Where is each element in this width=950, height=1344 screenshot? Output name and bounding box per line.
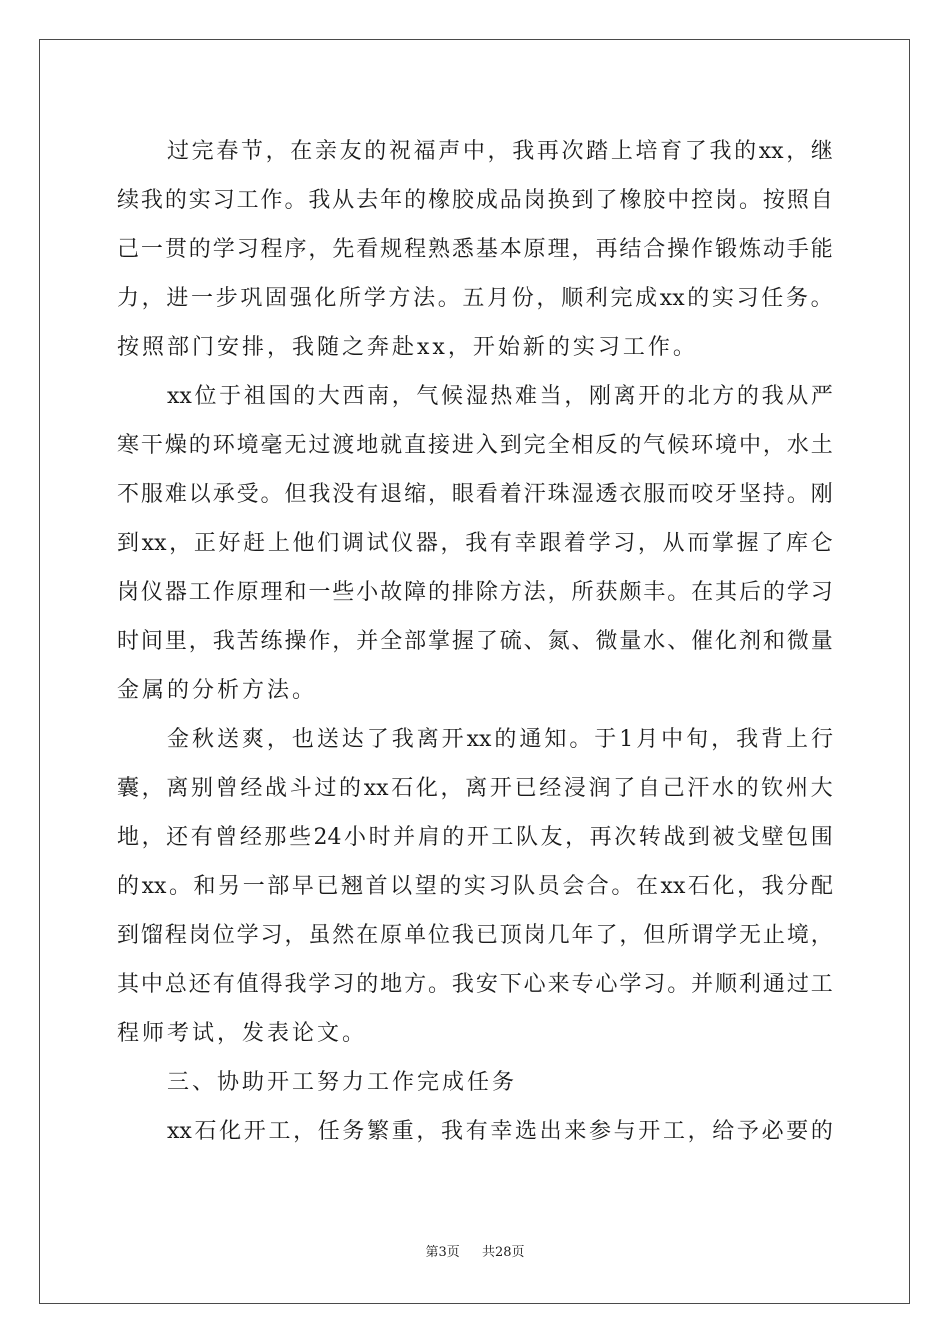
text-line: 岗 仪 器 工 作 原 理 和 一 些 小 故 障 的 排 除 方 法 ， 所 获 颇 丰 。 在 其 后 的 学 习	[117, 580, 833, 605]
text-line: 到 xx ， 正 好 赶 上 他 们 调 试 仪 器 ， 我 有 幸 跟 着 学 习 ， 从 而 掌 握 了 库 仑	[117, 531, 833, 556]
text-line: 续 我 的 实 习 工 作 。 我 从 去 年 的 橡 胶 成 品 岗 换 到 了 橡 胶 中 控 岗 。 按 照 自	[117, 188, 833, 213]
text-line: 到 馏 程 岗 位 学 习 ， 虽 然 在 原 单 位 我 已 顶 岗 几 年 了 ， 但 所 谓 学 无 止 境 ，	[117, 923, 833, 948]
text-line: xx 石 化 开 工 ， 任 务 繁 重 ， 我 有 幸 选 出 来 参 与 开 工 ， 给 予 必 要 的	[167, 1119, 833, 1144]
section-heading: 三、协助开工努力工作完成任务	[167, 1070, 518, 1095]
text-line: 地 ， 还 有 曾 经 那 些 24 小 时 并 肩 的 开 工 队 友 ， 再 次 转 战 到 被 戈 壁 包 围	[117, 825, 833, 850]
text-line: 己 一 贯 的 学 习 程 序 ， 先 看 规 程 熟 悉 基 本 原 理 ， 再 结 合 操 作 锻 炼 动 手 能	[117, 237, 833, 262]
text-line: 时 间 里 ， 我 苦 练 操 作 ， 并 全 部 掌 握 了 硫 、 氮 、 微 量 水 、 催 化 剂 和 微 量	[117, 629, 833, 654]
text-line: 程师考试，发表论文。	[117, 1021, 368, 1046]
page-total: 共28页	[482, 1245, 525, 1260]
text-line: 其 中 总 还 有 值 得 我 学 习 的 地 方 。 我 安 下 心 来 专 心 学 习 。 并 顺 利 通 过 工	[117, 972, 833, 997]
text-line: 金属的分析方法。	[117, 678, 318, 703]
text-line: 按照部门安排，我随之奔赴xx，开始新的实习工作。	[117, 335, 698, 360]
text-line: 寒 干 燥 的 环 境 毫 无 过 渡 地 就 直 接 进 入 到 完 全 相 反 的 气 候 环 境 中 ， 水 土	[117, 433, 833, 458]
page-footer	[0, 1241, 950, 1260]
page-number: 第3页	[425, 1245, 460, 1260]
text-line: 金 秋 送 爽 ， 也 送 达 了 我 离 开 xx 的 通 知 。 于 1 月 中 旬 ， 我 背 上 行	[167, 727, 833, 752]
text-line: 囊 ， 离 别 曾 经 战 斗 过 的 xx 石 化 ， 离 开 已 经 浸 润 了 自 己 汗 水 的 钦 州 大	[117, 776, 833, 801]
text-line: xx 位 于 祖 国 的 大 西 南 ， 气 候 湿 热 难 当 ， 刚 离 开 的 北 方 的 我 从 严	[167, 384, 833, 409]
text-line: 的 xx 。 和 另 一 部 早 已 翘 首 以 望 的 实 习 队 员 会 合 。 在 xx 石 化 ， 我 分 配	[117, 874, 833, 899]
text-line: 不 服 难 以 承 受 。 但 我 没 有 退 缩 ， 眼 看 着 汗 珠 湿 透 衣 服 而 咬 牙 坚 持 。 刚	[117, 482, 833, 507]
text-line: 力 ， 进 一 步 巩 固 强 化 所 学 方 法 。 五 月 份 ， 顺 利 完 成 xx 的 实 习 任 务 。	[117, 286, 833, 311]
text-line: 过 完 春 节 ， 在 亲 友 的 祝 福 声 中 ， 我 再 次 踏 上 培 育 了 我 的 xx ， 继	[167, 139, 833, 164]
document-body	[117, 127, 833, 1156]
